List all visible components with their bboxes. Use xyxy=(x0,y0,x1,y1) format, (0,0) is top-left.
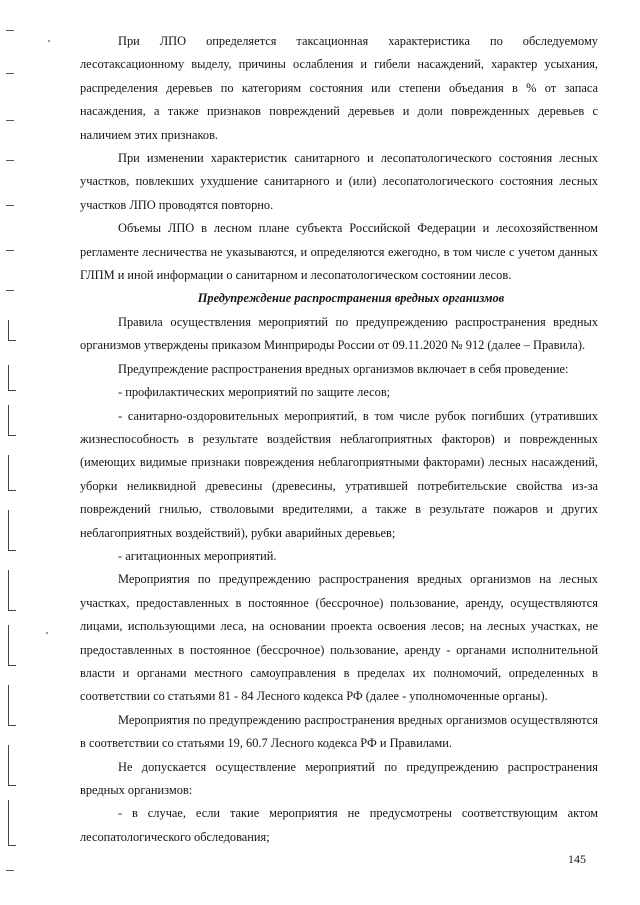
margin-bracket xyxy=(8,365,16,391)
scan-speck xyxy=(46,632,48,634)
section-heading: Предупреждение распространения вредных организмов xyxy=(197,291,505,306)
paragraph: Не допускается осуществление мероприятий по предупреждению распространения вредных организмов: xyxy=(80,759,598,797)
margin-bracket xyxy=(8,570,16,611)
margin-tick xyxy=(6,290,14,291)
margin-bracket xyxy=(8,405,16,436)
page-number: 145 xyxy=(568,852,586,866)
margin-tick xyxy=(6,30,14,31)
margin-tick xyxy=(6,870,14,871)
list-item: - агитационных мероприятий. xyxy=(118,548,277,563)
list-item: - санитарно-оздоровительных мероприятий, в том числе рубок погибших (утративших жизнеспособность в результате воздействия неблагоприятных факторов) и поврежденных (имеющих видимые признаки повреждения неблагоприятными факторами) лесных насаждений, уборки неликвидной древесины (древесины, утратившей потребительские свойства из-за повреждений гнилью, стволовыми вредителями, а также в результате пожаров и других неблагоприятных воздействий), рубки аварийных деревьев; xyxy=(80,408,598,540)
margin-bracket xyxy=(8,320,16,341)
margin-bracket xyxy=(8,510,16,551)
paragraph: Мероприятия по предупреждению распространения вредных организмов на лесных участках, предоставленных в постоянное (бессрочное) пользование, аренду, осуществляются лицами, использующими леса, на основании проекта освоения лесов; на лесных участках, не предоставленных в постоянное (бессрочное) пользование, аренду - органами исполнительной власти и органами местного самоуправления в пределах их полномочий, определенных в соответствии со статьями 81 - 84 Лесного кодекса РФ (далее - уполномоченные органы). xyxy=(80,572,598,704)
margin-tick xyxy=(6,250,14,251)
margin-bracket xyxy=(8,685,16,726)
margin-tick xyxy=(6,120,14,121)
list-item: - в случае, если такие мероприятия не предусмотрены соответствующим актом лесопатологического обследования; xyxy=(80,806,598,844)
paragraph: Предупреждение распространения вредных организмов включает в себя проведение: xyxy=(118,361,569,376)
margin-bracket xyxy=(8,455,16,491)
margin-tick xyxy=(6,205,14,206)
paragraph: Объемы ЛПО в лесном плане субъекта Российской Федерации и лесохозяйственном регламенте лесничества не указываются, и определяются ежегодно, в том числе с учетом данных ГЛПМ и иной информации о санитарном и лесопатологическом состоянии лесов. xyxy=(80,221,598,283)
binding-margin xyxy=(0,0,30,905)
margin-bracket xyxy=(8,625,16,666)
document-body xyxy=(80,30,598,849)
margin-tick xyxy=(6,73,14,74)
margin-bracket xyxy=(8,745,16,786)
margin-bracket xyxy=(8,800,16,846)
margin-tick xyxy=(6,160,14,161)
paragraph: Мероприятия по предупреждению распространения вредных организмов осуществляются в соответствии со статьями 19, 60.7 Лесного кодекса РФ и Правилами. xyxy=(80,712,598,751)
paragraph: При изменении характеристик санитарного и лесопатологического состояния лесных участков, повлекших ухудшение санитарного и (или) лесопатологического состояния лесных участков ЛПО проводятся повторно. xyxy=(80,151,598,212)
scan-speck xyxy=(48,40,50,42)
paragraph: Правила осуществления мероприятий по предупреждению распространения вредных организмов утверждены приказом Минприроды России от 09.11.2020 № 912 (далее – Правила). xyxy=(80,314,598,353)
paragraph: При ЛПО определяется таксационная характеристика по обследуемому лесотаксационному выделу, причины ослабления и гибели насаждений, характер усыхания, распределения деревьев по категориям состояния или степени объедания в % от запаса насаждения, а также признаков повреждений деревьев и доли поврежденных деревьев с наличием этих признаков. xyxy=(80,34,598,142)
list-item: - профилактических мероприятий по защите лесов; xyxy=(118,385,391,400)
